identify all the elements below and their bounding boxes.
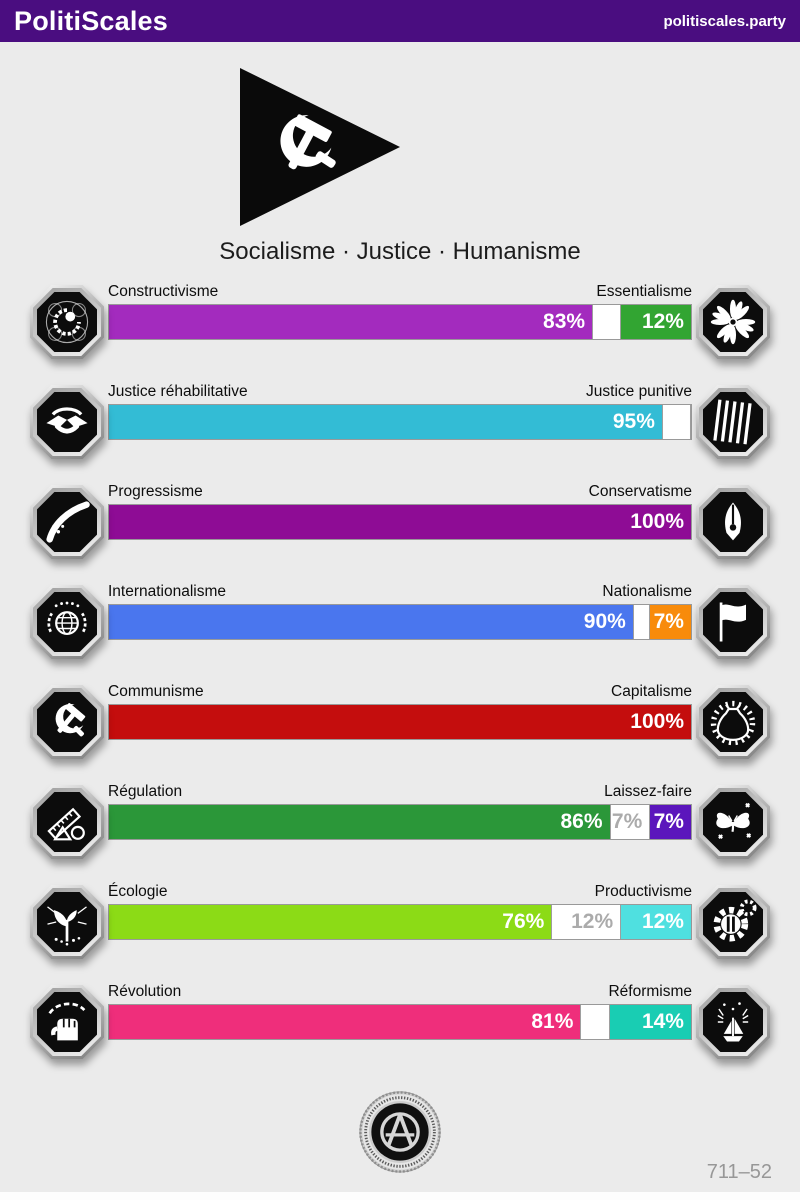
axis-left-segment bbox=[109, 605, 633, 639]
axis-left-label: Communisme bbox=[108, 683, 204, 700]
axis-bar bbox=[108, 504, 692, 540]
axis-neutral-segment bbox=[662, 405, 691, 439]
percent-label: 12% bbox=[571, 910, 614, 933]
productivism-icon bbox=[696, 885, 770, 959]
axis-neutral-segment bbox=[633, 605, 650, 639]
axis-left-segment bbox=[109, 1005, 580, 1039]
site-link[interactable]: politiscales.party bbox=[663, 12, 786, 30]
axis-left-segment bbox=[109, 305, 592, 339]
axis-bar bbox=[108, 304, 692, 340]
axis-row bbox=[30, 682, 770, 782]
axis-right-segment bbox=[610, 1005, 691, 1039]
axis-row bbox=[30, 782, 770, 882]
axis-right-segment bbox=[650, 605, 691, 639]
axis-bar bbox=[108, 704, 692, 740]
conservatism-icon bbox=[696, 485, 770, 559]
essentialism-icon bbox=[696, 285, 770, 359]
axis-bar bbox=[108, 404, 692, 440]
result-subtitle: Socialisme · Justice · Humanisme bbox=[219, 238, 581, 265]
axis-row bbox=[30, 282, 770, 382]
app-title: PolitiScales bbox=[14, 5, 168, 36]
axis-left-label: Justice réhabilitative bbox=[108, 383, 248, 400]
nationalism-icon bbox=[696, 585, 770, 659]
result-flag bbox=[240, 68, 560, 226]
rehabilitative-justice-icon bbox=[30, 385, 104, 459]
axis-right-label: Conservatisme bbox=[588, 483, 692, 500]
percent-label: 86% bbox=[560, 810, 603, 833]
percent-label: 95% bbox=[612, 410, 655, 433]
percent-label: 14% bbox=[641, 1010, 684, 1033]
punitive-justice-icon bbox=[696, 385, 770, 459]
laissez-faire-icon bbox=[696, 785, 770, 859]
axis-neutral-segment bbox=[551, 905, 621, 939]
reformism-icon bbox=[696, 985, 770, 1059]
axis-neutral-segment bbox=[610, 805, 651, 839]
axis-left-label: Progressisme bbox=[108, 483, 203, 500]
percent-label: 7% bbox=[611, 810, 643, 833]
percent-label: 12% bbox=[641, 910, 684, 933]
axis-neutral-segment bbox=[580, 1005, 609, 1039]
ecology-icon bbox=[30, 885, 104, 959]
axis-bar bbox=[108, 1004, 692, 1040]
axis-right-label: Laissez-faire bbox=[604, 783, 692, 800]
axes-list bbox=[30, 282, 770, 1082]
percent-label: 83% bbox=[543, 310, 586, 333]
axis-left-segment bbox=[109, 705, 691, 739]
percent-label: 7% bbox=[653, 610, 684, 633]
capitalism-icon bbox=[696, 685, 770, 759]
axis-bar bbox=[108, 604, 692, 640]
axis-left-label: Écologie bbox=[108, 883, 168, 900]
axis-right-label: Réformisme bbox=[608, 983, 692, 1000]
regulation-icon bbox=[30, 785, 104, 859]
axis-right-label: Essentialisme bbox=[596, 283, 692, 300]
progressivism-icon bbox=[30, 485, 104, 559]
bottom-strip bbox=[0, 1192, 800, 1200]
axis-left-label: Constructivisme bbox=[108, 283, 219, 300]
axis-left-segment bbox=[109, 405, 662, 439]
percent-label: 76% bbox=[502, 910, 545, 933]
percent-label: 100% bbox=[630, 710, 684, 733]
percent-label: 100% bbox=[630, 510, 684, 533]
axis-left-label: Internationalisme bbox=[108, 583, 227, 600]
axis-left-segment bbox=[109, 505, 691, 539]
axis-right-segment bbox=[621, 305, 691, 339]
axis-right-label: Justice punitive bbox=[586, 383, 692, 400]
axis-right-segment bbox=[621, 905, 691, 939]
axis-row bbox=[30, 382, 770, 482]
result-code: 711–52 bbox=[706, 1161, 772, 1183]
communism-icon bbox=[30, 685, 104, 759]
hammer-and-sickle-icon bbox=[247, 93, 356, 202]
internationalism-icon bbox=[30, 585, 104, 659]
axis-right-label: Productivisme bbox=[594, 883, 692, 900]
anarchism-seal-icon bbox=[358, 1090, 442, 1174]
axis-neutral-segment bbox=[592, 305, 621, 339]
axis-left-segment bbox=[109, 905, 551, 939]
percent-label: 81% bbox=[531, 1010, 574, 1033]
percent-label: 7% bbox=[653, 810, 684, 833]
revolution-icon bbox=[30, 985, 104, 1059]
header-bar bbox=[0, 0, 800, 42]
axis-bar bbox=[108, 804, 692, 840]
axis-bar bbox=[108, 904, 692, 940]
constructivism-icon bbox=[30, 285, 104, 359]
axis-left-label: Régulation bbox=[108, 783, 183, 800]
axis-left-segment bbox=[109, 805, 610, 839]
axis-right-label: Capitalisme bbox=[611, 683, 692, 700]
axis-row bbox=[30, 982, 770, 1082]
axis-right-segment bbox=[650, 805, 691, 839]
axis-right-label: Nationalisme bbox=[602, 583, 692, 600]
percent-label: 90% bbox=[583, 610, 626, 633]
axis-row bbox=[30, 582, 770, 682]
axis-left-label: Révolution bbox=[108, 983, 182, 1000]
axis-row bbox=[30, 482, 770, 582]
axis-row bbox=[30, 882, 770, 982]
percent-label: 12% bbox=[641, 310, 684, 333]
